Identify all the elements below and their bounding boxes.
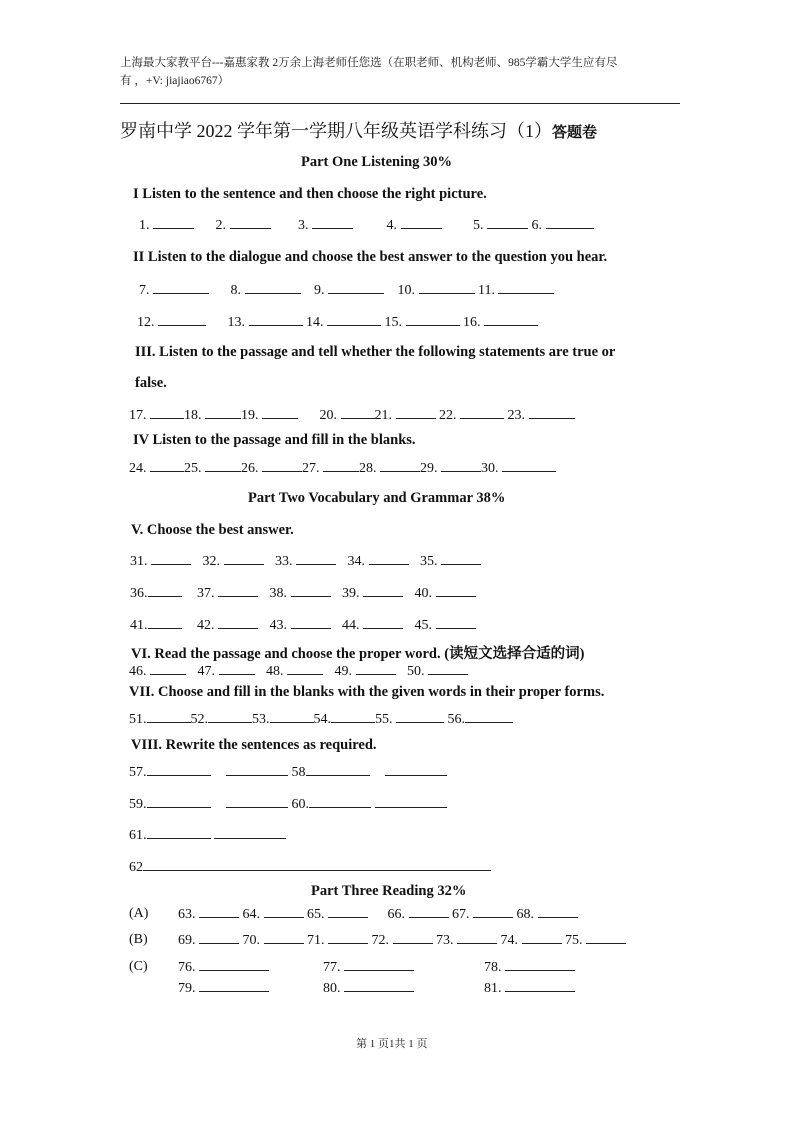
answer-blank[interactable]	[401, 217, 442, 229]
answer-blank[interactable]	[323, 460, 359, 472]
answer-blank[interactable]	[473, 906, 513, 918]
title-main: 罗南中学 2022 学年第一学期八年级英语学科练习（1）	[120, 121, 552, 141]
q-num: 57.	[129, 765, 147, 780]
answer-blank[interactable]	[153, 217, 194, 229]
answer-blank[interactable]	[529, 407, 575, 419]
q-num: 62	[129, 860, 143, 875]
q-num: 55.	[375, 712, 393, 727]
section-3-label: III. Listen to the passage and tell whether the following statements are true or	[135, 344, 616, 360]
answer-blank[interactable]	[409, 906, 449, 918]
answer-blank[interactable]	[385, 764, 447, 776]
q-num: 13.	[227, 315, 245, 330]
answer-blank[interactable]	[199, 932, 239, 944]
q-num: 6.	[531, 218, 542, 233]
page-title	[120, 117, 597, 143]
answer-row-69-75	[178, 932, 626, 949]
answer-blank[interactable]	[147, 827, 211, 839]
answer-blank[interactable]	[153, 282, 209, 294]
q-num: 67.	[452, 907, 470, 922]
answer-blank[interactable]	[375, 796, 447, 808]
answer-blank[interactable]	[396, 407, 436, 419]
q-num: 41.	[130, 618, 148, 633]
q-num: 60.	[291, 797, 309, 812]
q-num: 74.	[500, 933, 518, 948]
answer-blank[interactable]	[312, 217, 353, 229]
q-num: 40.	[414, 586, 432, 601]
q-num: 52.	[190, 712, 208, 727]
answer-row-1-6	[139, 217, 594, 234]
q-num: 78.	[484, 960, 502, 975]
q-num: 70.	[242, 933, 260, 948]
answer-blank[interactable]	[419, 282, 475, 294]
q-num: 72.	[371, 933, 389, 948]
q-num: 19.	[241, 408, 259, 423]
answer-row-17-23	[129, 407, 575, 424]
q-num: 75.	[565, 933, 583, 948]
answer-blank[interactable]	[226, 764, 288, 776]
q-num: 9.	[314, 283, 325, 298]
answer-blank[interactable]	[143, 859, 491, 871]
answer-blank[interactable]	[457, 932, 497, 944]
answer-blank[interactable]	[436, 617, 476, 629]
q-num: 80.	[323, 981, 341, 996]
answer-blank[interactable]	[226, 796, 288, 808]
q-num: 1.	[139, 218, 150, 233]
q-num: 4.	[386, 218, 397, 233]
answer-blank[interactable]	[150, 460, 184, 472]
answer-blank[interactable]	[230, 217, 271, 229]
q-num: 59.	[129, 797, 147, 812]
answer-blank[interactable]	[296, 553, 336, 565]
q-num: 32.	[202, 554, 220, 569]
q-num: 53.	[252, 712, 270, 727]
q-num: 31.	[130, 554, 148, 569]
answer-row-31-35	[130, 553, 481, 570]
answer-blank[interactable]	[369, 553, 409, 565]
answer-blank[interactable]	[363, 585, 403, 597]
section-a-label: (A)	[129, 906, 149, 921]
answer-blank[interactable]	[150, 663, 186, 675]
answer-blank[interactable]	[502, 460, 556, 472]
answer-blank[interactable]	[436, 585, 476, 597]
answer-blank[interactable]	[586, 932, 626, 944]
answer-blank[interactable]	[522, 932, 562, 944]
answer-c-78	[484, 959, 575, 976]
answer-blank[interactable]	[396, 711, 444, 723]
q-num: 11.	[478, 283, 495, 298]
answer-blank[interactable]	[224, 553, 264, 565]
q-num: 16.	[463, 315, 481, 330]
answer-row-7-11	[139, 282, 554, 299]
answer-blank[interactable]	[270, 711, 314, 723]
q-num: 46.	[129, 664, 147, 679]
q-num: 48.	[266, 664, 284, 679]
q-num: 71.	[307, 933, 325, 948]
q-num: 79.	[178, 981, 196, 996]
q-num: 64.	[242, 907, 260, 922]
q-num: 7.	[139, 283, 150, 298]
header-rule	[120, 103, 680, 104]
q-num: 47.	[197, 664, 215, 679]
q-num: 14.	[306, 315, 324, 330]
part-two-heading: Part Two Vocabulary and Grammar 38%	[248, 490, 506, 506]
answer-blank[interactable]	[328, 282, 384, 294]
answer-blank[interactable]	[291, 617, 331, 629]
q-num: 17.	[129, 408, 147, 423]
q-num: 45.	[414, 618, 432, 633]
q-num: 35.	[420, 554, 438, 569]
answer-row-63-68	[178, 906, 578, 923]
answer-blank[interactable]	[205, 460, 241, 472]
q-num: 33.	[275, 554, 293, 569]
q-num: 15.	[384, 315, 402, 330]
answer-blank[interactable]	[344, 980, 414, 992]
answer-blank[interactable]	[147, 711, 191, 723]
answer-row-51-56	[129, 711, 513, 728]
answer-blank[interactable]	[505, 959, 575, 971]
answer-row-57-58	[129, 764, 447, 781]
part-three-heading: Part Three Reading 32%	[311, 883, 467, 899]
q-num: 43.	[269, 618, 287, 633]
section-7-label: VII. Choose and fill in the blanks with the given words in their proper forms.	[129, 684, 605, 700]
q-num: 38.	[269, 586, 287, 601]
answer-row-36-40	[130, 585, 476, 602]
answer-blank[interactable]	[219, 663, 255, 675]
q-num: 76.	[178, 960, 196, 975]
q-num: 68.	[516, 907, 534, 922]
answer-c-81	[484, 980, 575, 997]
section-b-label: (B)	[129, 932, 148, 947]
answer-blank[interactable]	[306, 764, 370, 776]
part-one-heading: Part One Listening 30%	[301, 154, 453, 170]
answer-blank[interactable]	[218, 617, 258, 629]
section-c-label: (C)	[129, 959, 148, 974]
q-num: 23.	[507, 408, 525, 423]
q-num: 21.	[374, 408, 392, 423]
q-num: 22.	[439, 408, 457, 423]
section-6-label: VI. Read the passage and choose the proper word. (读短文选择合适的词)	[131, 646, 585, 662]
section-3-label-cont: false.	[135, 375, 167, 391]
answer-row-61	[129, 827, 286, 844]
title-suffix: 答题卷	[552, 125, 598, 141]
q-num: 34.	[347, 554, 365, 569]
answer-row-62	[129, 859, 491, 876]
answer-blank[interactable]	[441, 460, 481, 472]
q-num: 29.	[420, 461, 438, 476]
q-num: 63.	[178, 907, 196, 922]
answer-blank[interactable]	[199, 906, 239, 918]
answer-blank[interactable]	[460, 407, 504, 419]
answer-c-79	[178, 980, 269, 997]
q-num: 66.	[387, 907, 405, 922]
answer-blank[interactable]	[487, 217, 528, 229]
q-num: 51.	[129, 712, 147, 727]
q-num: 56.	[447, 712, 465, 727]
answer-c-77	[323, 959, 414, 976]
answer-blank[interactable]	[199, 959, 269, 971]
answer-blank[interactable]	[546, 217, 594, 229]
answer-blank[interactable]	[428, 663, 468, 675]
answer-blank[interactable]	[208, 711, 252, 723]
section-8-label: VIII. Rewrite the sentences as required.	[131, 737, 377, 753]
answer-row-59-60	[129, 796, 447, 813]
answer-blank[interactable]	[199, 980, 269, 992]
answer-blank[interactable]	[331, 711, 375, 723]
q-num: 3.	[298, 218, 309, 233]
q-num: 18.	[184, 408, 202, 423]
answer-blank[interactable]	[148, 617, 182, 629]
answer-blank[interactable]	[214, 827, 286, 839]
answer-blank[interactable]	[218, 585, 258, 597]
answer-blank[interactable]	[287, 663, 323, 675]
q-num: 26.	[241, 461, 259, 476]
answer-blank[interactable]	[538, 906, 578, 918]
answer-c-80	[323, 980, 414, 997]
q-num: 39.	[342, 586, 360, 601]
q-num: 73.	[436, 933, 454, 948]
answer-blank[interactable]	[344, 959, 414, 971]
answer-blank[interactable]	[328, 932, 368, 944]
q-num: 44.	[342, 618, 360, 633]
q-num: 2.	[215, 218, 226, 233]
q-num: 65.	[307, 907, 325, 922]
q-num: 49.	[334, 664, 352, 679]
q-num: 58	[291, 765, 306, 780]
answer-blank[interactable]	[158, 314, 206, 326]
answer-blank[interactable]	[341, 407, 375, 419]
answer-blank[interactable]	[393, 932, 433, 944]
page-footer: 第 1 页1共 1 页	[356, 1038, 428, 1050]
answer-blank[interactable]	[291, 585, 331, 597]
q-num: 5.	[473, 218, 484, 233]
q-num: 28.	[359, 461, 377, 476]
answer-blank[interactable]	[249, 314, 303, 326]
answer-blank[interactable]	[505, 980, 575, 992]
q-num: 69.	[178, 933, 196, 948]
q-num: 54.	[313, 712, 331, 727]
q-num: 61.	[129, 828, 147, 843]
answer-blank[interactable]	[264, 932, 304, 944]
q-num: 50.	[407, 664, 425, 679]
answer-row-46-50	[129, 663, 468, 680]
q-num: 24.	[129, 461, 147, 476]
q-num: 27.	[302, 461, 320, 476]
q-num: 77.	[323, 960, 341, 975]
answer-blank[interactable]	[264, 906, 304, 918]
answer-row-12-16	[137, 314, 538, 331]
answer-blank[interactable]	[498, 282, 554, 294]
q-num: 12.	[137, 315, 155, 330]
section-1-label: I Listen to the sentence and then choose the right picture.	[133, 186, 487, 202]
answer-blank[interactable]	[262, 460, 302, 472]
q-num: 42.	[197, 618, 215, 633]
section-4-label: IV Listen to the passage and fill in the blanks.	[133, 432, 416, 448]
answer-blank[interactable]	[245, 282, 301, 294]
q-num: 8.	[230, 283, 241, 298]
q-num: 20.	[319, 408, 337, 423]
section-2-label: II Listen to the dialogue and choose the best answer to the question you hear.	[133, 249, 608, 265]
q-num: 10.	[397, 283, 415, 298]
answer-blank[interactable]	[147, 796, 211, 808]
answer-blank[interactable]	[406, 314, 460, 326]
q-num: 30.	[481, 461, 499, 476]
answer-blank[interactable]	[441, 553, 481, 565]
section-5-label: V. Choose the best answer.	[131, 522, 294, 538]
header-line-2: 有 ，+V: jiajiao6767）	[120, 75, 230, 87]
answer-row-41-45	[130, 617, 476, 634]
answer-blank[interactable]	[465, 711, 513, 723]
q-num: 81.	[484, 981, 502, 996]
answer-blank[interactable]	[380, 460, 420, 472]
answer-blank[interactable]	[484, 314, 538, 326]
answer-blank[interactable]	[150, 407, 184, 419]
answer-blank[interactable]	[148, 585, 182, 597]
answer-blank[interactable]	[328, 906, 368, 918]
answer-blank[interactable]	[151, 553, 191, 565]
answer-c-76	[178, 959, 269, 976]
answer-blank[interactable]	[205, 407, 241, 419]
answer-blank[interactable]	[309, 796, 371, 808]
q-num: 25.	[184, 461, 202, 476]
answer-blank[interactable]	[356, 663, 396, 675]
answer-blank[interactable]	[363, 617, 403, 629]
answer-blank[interactable]	[327, 314, 381, 326]
answer-row-24-30	[129, 460, 556, 477]
q-num: 37.	[197, 586, 215, 601]
header-line-1: 上海最大家教平台---嘉惠家教 2万余上海老师任您选（在职老师、机构老师、985学霸大学生应有尽	[120, 57, 618, 69]
q-num: 36.	[130, 586, 148, 601]
answer-blank[interactable]	[262, 407, 298, 419]
answer-blank[interactable]	[147, 764, 211, 776]
